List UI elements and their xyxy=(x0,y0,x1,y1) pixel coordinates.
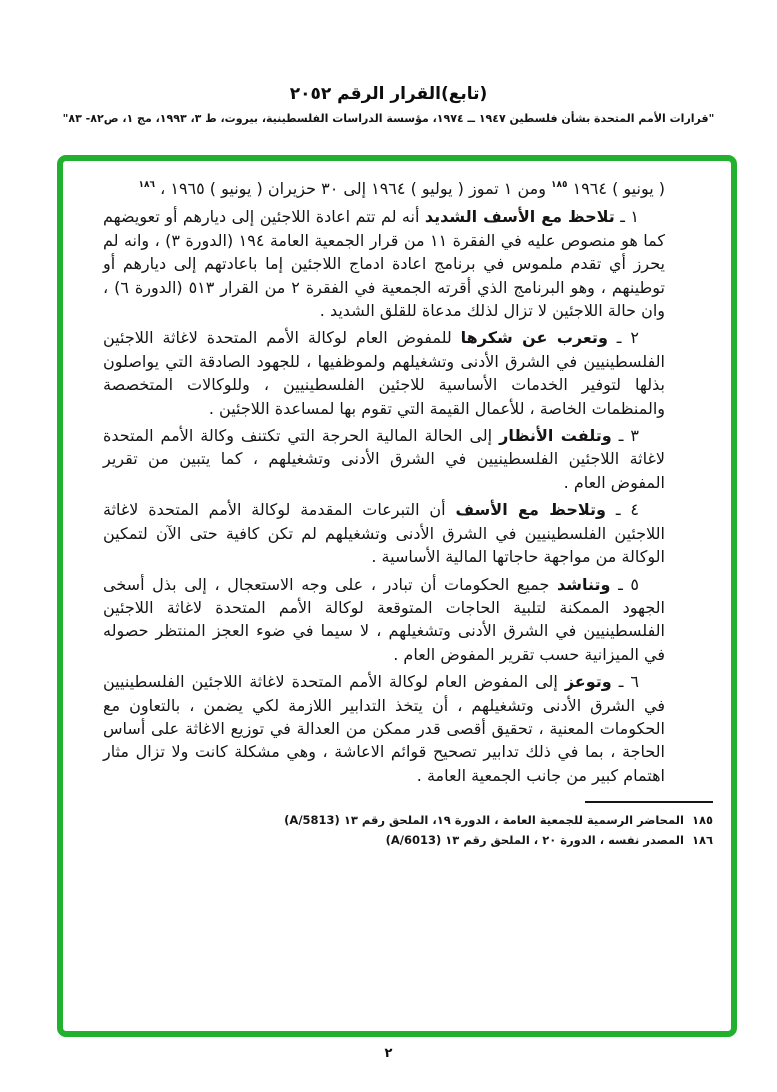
scan-border-frame xyxy=(57,155,737,1037)
footnote-reference-186: ١٨٦ xyxy=(138,180,155,190)
paragraph-number: ٦ ـ xyxy=(618,672,639,692)
paragraph-lead: وتلفت الأنظار xyxy=(499,426,612,446)
footnote-marker: ١٨٦ xyxy=(691,833,713,848)
resolution-title: (تابع)القرار الرقم ٢٠٥٢ xyxy=(289,84,488,104)
footnote-text: المصدر نفسه ، الدورة ٢٠ ، الملحق رقم ١٣ xyxy=(445,833,684,848)
footnote-185 xyxy=(85,810,713,830)
paragraph-text: جميع الحكومات أن تبادر ، على وجه الاستعجال ، إلى بذل أسخى الجهود الممكنة لتلبية الحاجات المتوقعة لوكالة الأمم المتحدة لاغاثة اللاجئين الفلسطينيين في الشرق الأدنى وتشغيلهم ، لا سيما في ضوء العجز المنتظر حصوله في الميزانية حسب تقرير المفوض العام . xyxy=(103,574,665,664)
paragraph-number: ٤ ـ xyxy=(615,500,639,520)
paragraph-text: أنه لم تتم اعادة اللاجئين إلى ديارهم أو تعويضهم كما هو منصوص عليه في الفقرة ١١ من قرار الجمعية العامة ١٩٤ (الدورة ٣) ، وانه لم يحرز أي تقدم ملموس في برنامج اعادة ادماج اللاجئين إما باعادتهم إلى ديارهم أو توطينهم ، وهو البرنامج الذي أقرته الجمعية في الفقرة ٢ من القرار ٥١٣ (الدورة ٦) ، وان حالة اللاجئين لا تزال لذلك مدعاة للقلق الشديد . xyxy=(103,207,666,321)
footnote-separator xyxy=(585,801,713,803)
operative-paragraph-5 xyxy=(103,573,665,667)
paragraph-text: أن التبرعات المقدمة لوكالة الأمم المتحدة لاغاثة اللاجئين الفلسطينيين في الشرق الأدنى وتشغيلهم لم تكن كافية حتى الآن لتمكين الوكالة من مواجهة حاجاتها المالية الأساسية . xyxy=(103,500,665,567)
paragraph-lead: وتلاحظ مع الأسف xyxy=(455,500,606,520)
source-citation: "قرارات الأمم المتحدة بشأن فلسطين ١٩٤٧ ــ ١٩٧٤، مؤسسة الدراسات الفلسطينية، بيروت، ط ٣، ١٩٩٣، مج ١، ص٨٢- ٨٣" xyxy=(62,112,715,125)
paragraph-number: ٥ ـ xyxy=(618,574,640,594)
footnote-186 xyxy=(85,830,713,850)
footnote-marker: ١٨٥ xyxy=(691,813,713,828)
footnote-document-reference: (A/6013) xyxy=(385,833,442,848)
paragraph-text: إلى الحالة المالية الحرجة التي تكتنف وكالة الأمم المتحدة لاغاثة اللاجئين الفلسطينيين في الشرق الأدنى وتشغيلهم ، كما يتبين من تقرير المفوض العام . xyxy=(103,426,665,492)
intro-text-part2: ومن ١ تموز ( يوليو ) ١٩٦٤ إلى ٣٠ حزيران ( يونيو ) ١٩٦٥ ، xyxy=(160,179,546,198)
operative-paragraph-1 xyxy=(103,205,665,322)
operative-paragraph-6 xyxy=(103,670,665,787)
operative-paragraph-4 xyxy=(103,498,665,568)
intro-text-part1: ( يونيو ) ١٩٦٤ xyxy=(572,179,665,198)
scanned-text-block xyxy=(103,177,713,850)
paragraph-lead: تلاحظ مع الأسف الشديد xyxy=(424,207,615,227)
paragraph-number: ١ ـ xyxy=(620,207,639,227)
footnote-text: المحاضر الرسمية للجمعية العامة ، الدورة ١٩، الملحق رقم ١٣ xyxy=(343,813,684,828)
paragraph-lead: وتعرب عن شكرها xyxy=(460,328,608,348)
operative-paragraph-2 xyxy=(103,326,665,420)
paragraph-lead: وتناشد xyxy=(557,574,611,594)
intro-continuation-text xyxy=(103,177,665,200)
page-number: ٢ xyxy=(384,1046,393,1061)
footnote-reference-185: ١٨٥ xyxy=(551,180,568,190)
operative-paragraph-3 xyxy=(103,424,665,494)
paragraph-lead: وتوعز xyxy=(564,672,612,692)
footnote-document-reference: (A/5813) xyxy=(284,813,340,828)
paragraph-text: للمفوض العام لوكالة الأمم المتحدة لاغاثة اللاجئين الفلسطينيين في الشرق الأدنى وتشغيلهم ولموظفيها ، للجهود الصادقة التي يواصلون بذلها لتوفير الخدمات الأساسية للاجئين الفلسطينيين ، وللوكالات المتخصصة والمنظمات الخاصة ، للأعمال القيمة التي تقوم بها لمساعدة اللاجئين . xyxy=(103,328,665,418)
paragraph-number: ٣ ـ xyxy=(618,426,639,446)
paragraph-number: ٢ ـ xyxy=(616,328,639,348)
footnotes-section xyxy=(85,801,713,850)
paragraph-text: إلى المفوض العام لوكالة الأمم المتحدة لاغاثة اللاجئين الفلسطينيين في الشرق الأدنى وتشغيلهم ، أن يتخذ التدابير اللازمة لكي يضمن ، بالتعاون مع الحكومات المعنية ، تحقيق أقصى قدر ممكن من العدالة في توزيع الاغاثة على أساس الحاجة ، بما في ذلك تدابير تصحيح قوائم الاعاشة ، وهي مشكلة كانت ولا تزال مثار اهتمام كبير من جانب الجمعية العامة . xyxy=(103,672,665,785)
